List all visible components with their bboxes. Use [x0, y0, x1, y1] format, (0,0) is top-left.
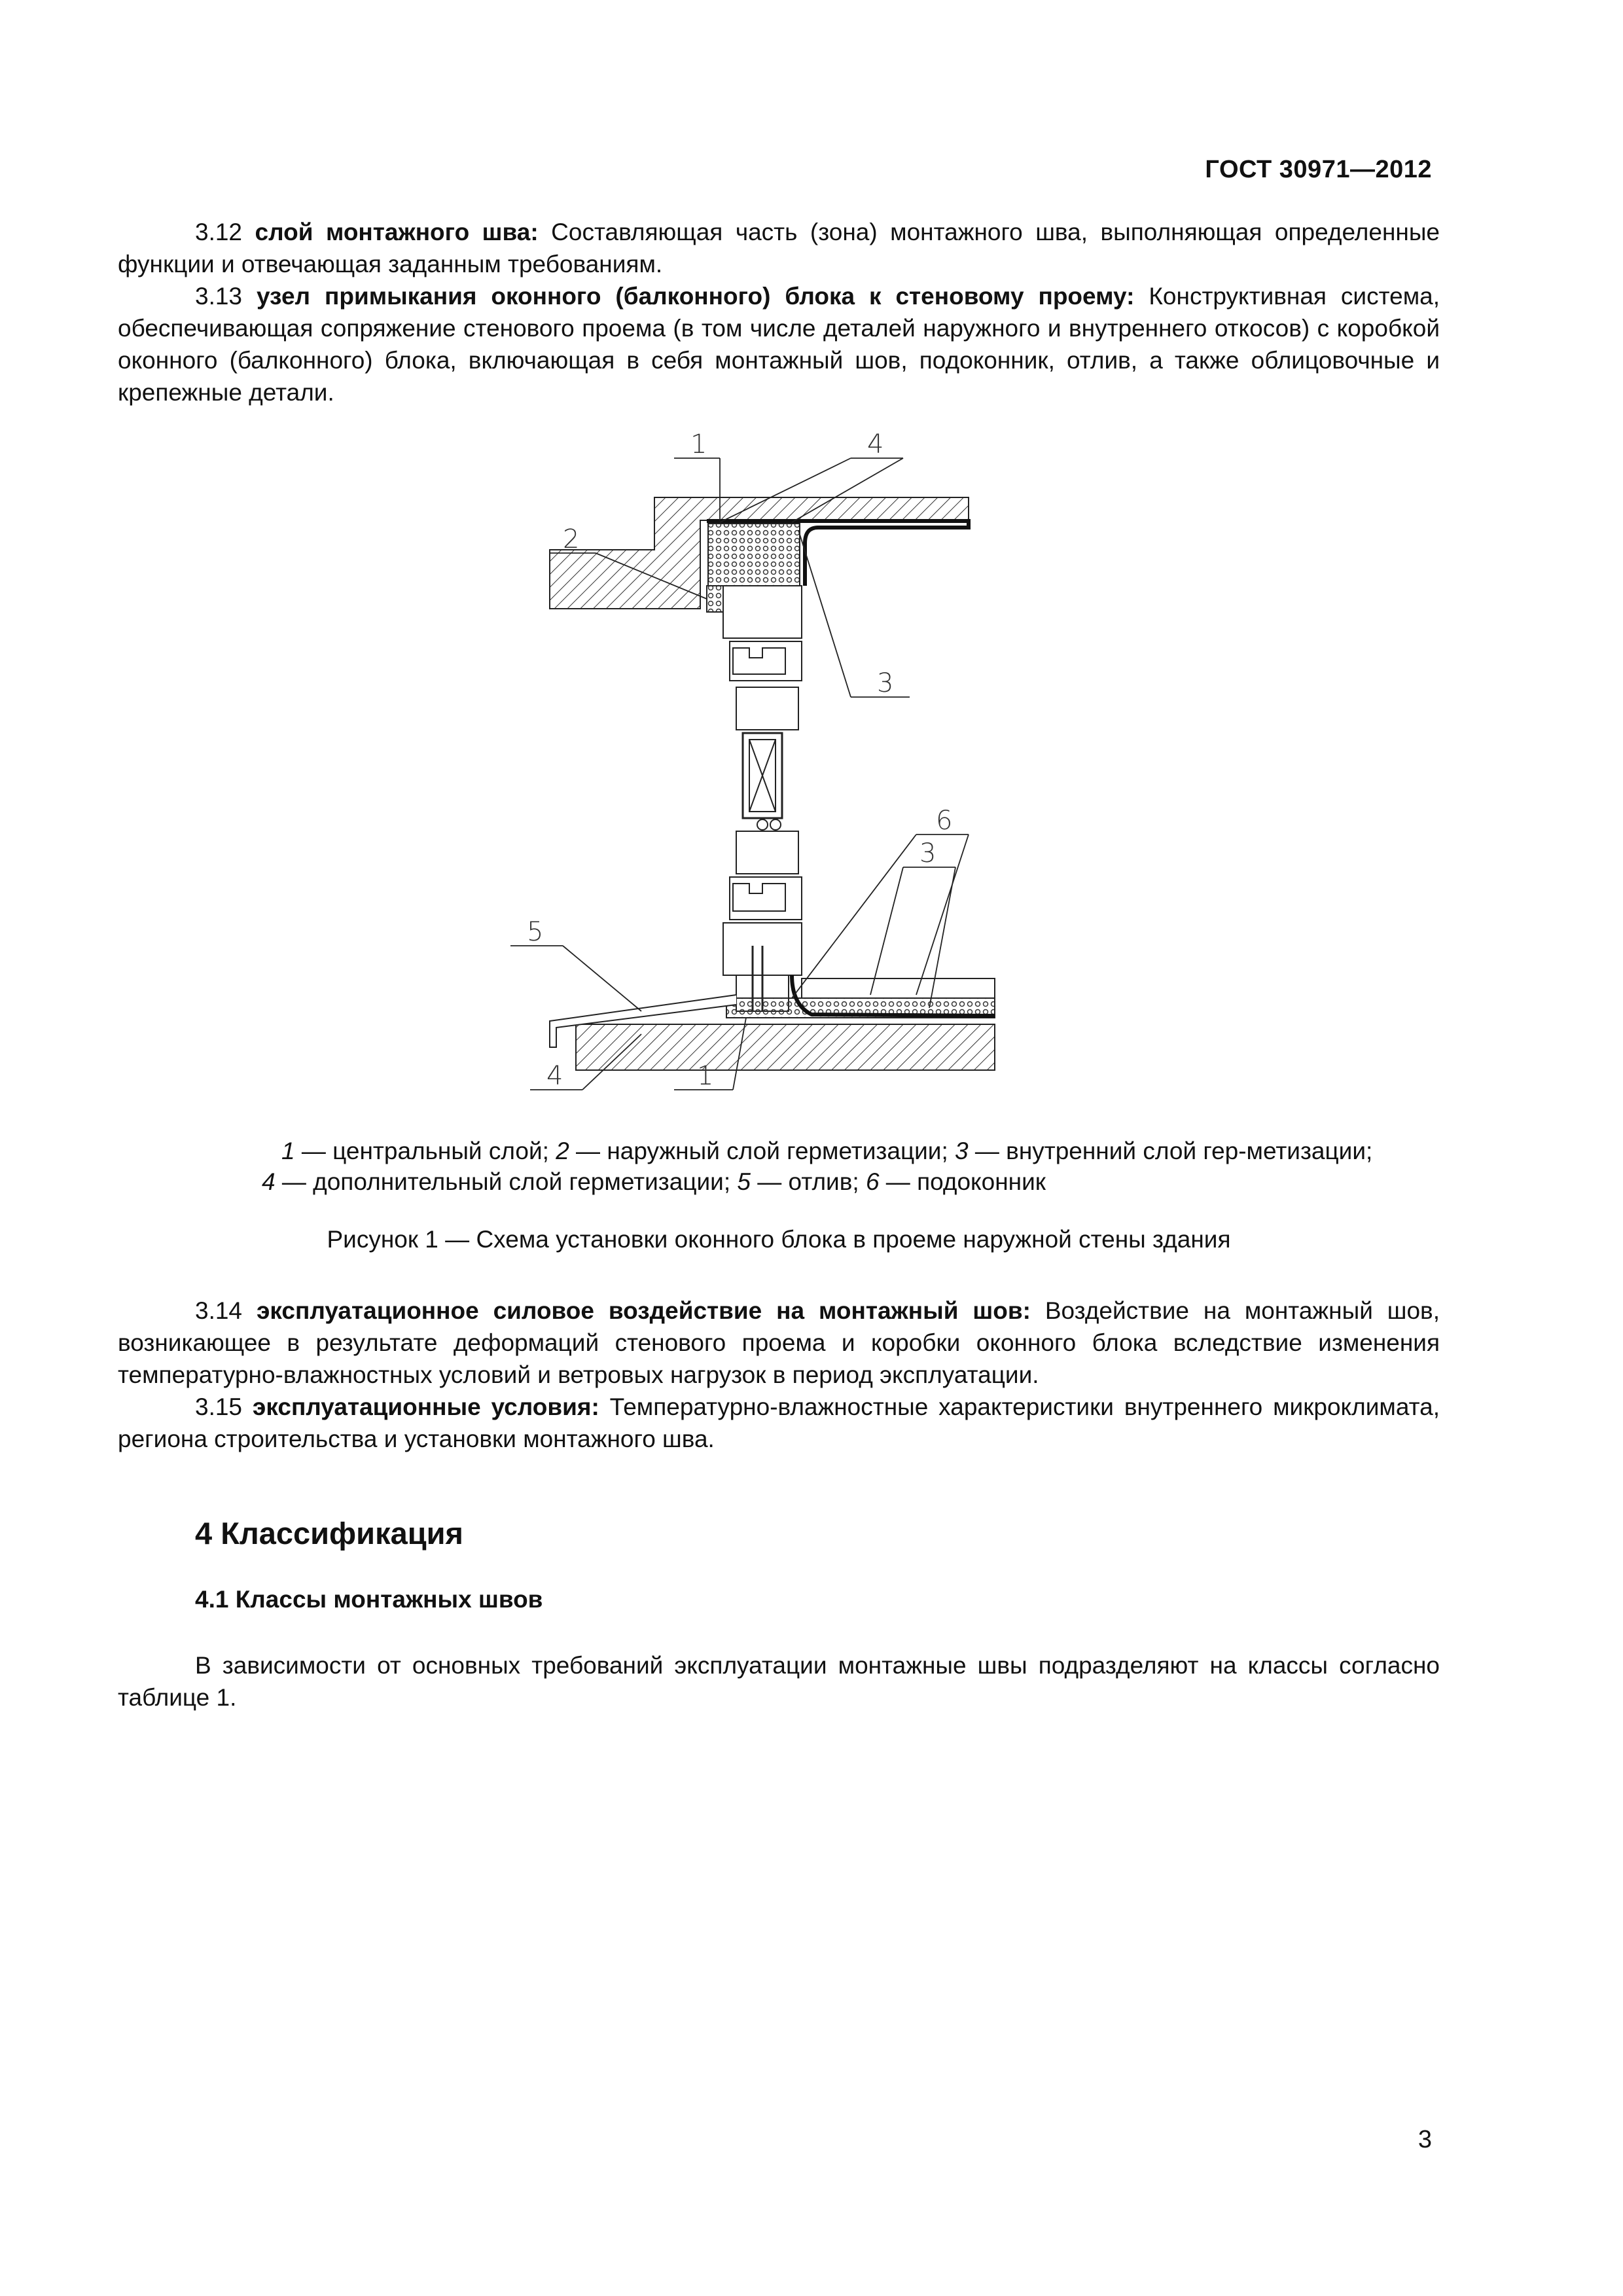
legend-num: 4	[262, 1168, 276, 1195]
lower-wall	[576, 1024, 995, 1070]
section-body	[118, 1649, 1440, 1713]
callout-label: 3	[877, 668, 894, 698]
callout-label: 3	[919, 838, 936, 869]
upper-foam-seal	[708, 524, 800, 586]
section-paragraph: В зависимости от основных требований эксплуатации монтажные швы подразделяют на классы согласно таблице 1.	[118, 1652, 1440, 1711]
legend-text	[262, 1136, 1374, 1197]
document-header: ГОСТ 30971—2012	[1205, 156, 1432, 183]
callout-label: 1	[690, 429, 707, 459]
clause-term: слой монтажного шва:	[255, 219, 539, 245]
clause-3-14	[118, 1295, 1440, 1391]
legend-desc: — центральный слой;	[294, 1138, 556, 1164]
clause-3-15	[118, 1391, 1440, 1455]
subsection-title: 4.1 Классы монтажных швов	[195, 1586, 543, 1613]
clause-text: Температурно-влажностные характеристики внутреннего микроклимата, региона строительства и установки монтажного шва.	[118, 1393, 1440, 1452]
clauses-bottom	[118, 1295, 1440, 1455]
clause-number: 3.14	[195, 1297, 257, 1324]
legend-desc: — дополнительный слой герметизации;	[275, 1168, 738, 1195]
section-title: 4 Классификация	[195, 1516, 463, 1551]
clause-3-13	[118, 280, 1440, 408]
clause-text: Воздействие на монтажный шов, возникающее в результате деформаций стенового проема и коробки оконного блока вследствие изменения температурно-влажностных условий и ветровых нагрузок в период эксплуатации.	[118, 1297, 1440, 1388]
figure-legend	[262, 1136, 1374, 1197]
clause-term: эксплуатационные условия:	[252, 1393, 599, 1420]
clause-number: 3.12	[195, 219, 255, 245]
legend-num: 2	[556, 1138, 569, 1164]
legend-desc: — подоконник	[879, 1168, 1046, 1195]
outer-seal-top	[707, 586, 723, 612]
clause-number: 3.13	[195, 283, 257, 310]
legend-desc: — наружный слой герметизации;	[569, 1138, 955, 1164]
clause-term: узел примыкания оконного (балконного) блока к стеновому проему:	[256, 283, 1135, 310]
window-sill-board	[802, 978, 995, 998]
legend-num: 1	[281, 1138, 295, 1164]
callout-label: 1	[697, 1061, 714, 1091]
clause-text: Составляющая часть (зона) монтажного шва, выполняющая определенные функции и отвечающая заданным требованиям.	[118, 219, 1440, 278]
clause-term: эксплуатационное силовое воздействие на монтажный шов:	[256, 1297, 1031, 1324]
callout-label: 6	[936, 806, 953, 836]
callout-label: 2	[563, 524, 580, 554]
legend-num: 3	[955, 1138, 969, 1164]
window-frame-profile	[723, 586, 802, 975]
callout-label: 4	[546, 1061, 563, 1091]
legend-num: 6	[865, 1168, 880, 1195]
clause-3-12	[118, 216, 1440, 280]
clauses-top	[118, 216, 1440, 408]
callout-label: 5	[527, 917, 544, 947]
clause-text: Конструктивная система, обеспечивающая сопряжение стенового проема (в том числе деталей наружного и внутреннего откосов) с коробкой оконного (балконного) блока, включающая в себя монтажный шов, подоконник, отлив, а также облицовочные и крепежные детали.	[118, 283, 1440, 406]
legend-desc: — отлив;	[751, 1168, 866, 1195]
clause-number: 3.15	[195, 1393, 253, 1420]
callout-label: 4	[867, 429, 884, 459]
legend-desc: — внутренний слой гер-метизации;	[968, 1138, 1373, 1164]
figure-window-installation	[510, 419, 1034, 1100]
legend-num: 5	[737, 1168, 751, 1195]
page-number: 3	[1418, 2126, 1432, 2153]
figure-caption: Рисунок 1 — Схема установки оконного блока в проеме наружной стены здания	[327, 1226, 1231, 1253]
installation-diagram	[510, 419, 1034, 1100]
